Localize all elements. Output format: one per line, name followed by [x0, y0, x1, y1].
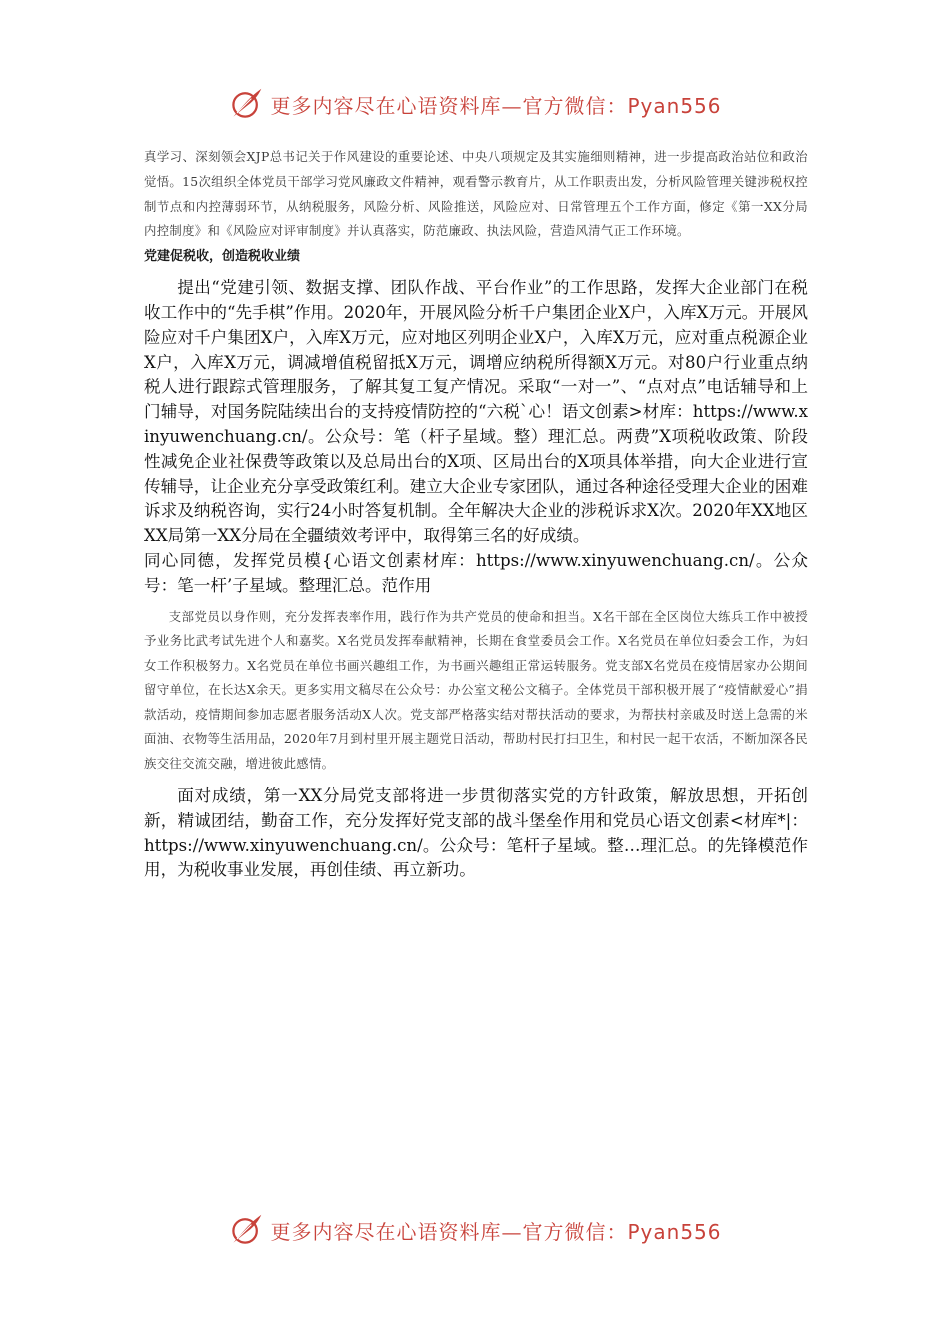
section-heading-tax: 党建促税收，创造税收业绩: [144, 249, 301, 265]
feather-pen-logo-icon: [228, 1212, 264, 1248]
section-heading-party-members: 同心同德，发挥党员模{心语文创素材库：https://www.xinyuwenchuang.cn/。公众号：笔一杆’子星域。整理汇总。范作用: [144, 550, 808, 595]
feather-pen-logo-icon: [228, 86, 264, 122]
document-body: [144, 145, 808, 883]
paragraph-party-members: 支部党员以身作则，充分发挥表率作用，践行作为共产党员的使命和担当。X名干部在全区岗位大练兵工作中被授予业务比武考试先进个人和嘉奖。X名党员发挥奉献精神，长期在食堂委员会工作。X名党员在单位妇委会工作，为妇女工作积极努力。X名党员在单位书画兴趣组工作，为书画兴趣组正常运转服务。党支部X名党员在疫情居家办公期间留守单位，在长达X余天。更多实用文稿尽在公众号：办公室文秘公文稿子。全体党员干部积极开展了“疫情献爱心”捐款活动，疫情期间参加志愿者服务活动X人次。党支部严格落实结对帮扶活动的要求，为帮扶村亲戚及时送上急需的米面油、衣物等生活用品，2020年7月到村里开展主题党日活动，帮助村民打扫卫生，和村民一起干农活，不断加深各民族交往交流交融，增进彼此感情。: [144, 608, 808, 771]
paragraph-intro: 真学习、深刻领会XJP总书记关于作风建设的重要论述、中央八项规定及其实施细则精神，进一步提高政治站位和政治觉悟。15次组织全体党员干部学习党风廉政文件精神，观看警示教育片，从工作职责出发，分析风险管理关键涉税权控制节点和内控薄弱环节，从纳税服务，风险分析、风险推送，风险应对、日常管理五个工作方面，修定《第一XX分局内控制度》和《风险应对评审制度》并认真落实，防范廉政、执法风险，营造风清气正工作环境。: [144, 149, 808, 239]
top-watermark-banner: [0, 84, 950, 124]
bottom-watermark-banner: [0, 1210, 950, 1250]
banner-text: 更多内容尽在心语资料库—官方微信：Pyan556: [270, 93, 722, 118]
banner-wechat-handle: Pyan556: [627, 1219, 722, 1244]
paragraph-tax-work: 提出“党建引领、数据支撑、团队作战、平台作业”的工作思路，发挥大企业部门在税收工作中的“先手棋”作用。2020年，开展风险分析千户集团企业X户，入库X万元。开展风险应对千户集团X户，入库X万元，应对地区列明企业X户，入库X万元，应对重点税源企业X户，入库X万元，调减增值税留抵X万元，调增应纳税所得额X万元。对80户行业重点纳税人进行跟踪式管理服务，了解其复工复产情况。采取“一对一”、“点对点”电话辅导和上门辅导，对国务院陆续出台的支持疫情防控的“六税`心！语文创素>材库：https://www.xinyuwenchuang.cn/。公众号：笔（杆子星域。整）理汇总。两费”X项税收政策、阶段性减免企业社保费等政策以及总局出台的X项、区局出台的X项具体举措，向大企业进行宣传辅导，让企业充分享受政策红利。建立大企业专家团队，通过各种途径受理大企业的困难诉求及纳税咨询，实行24小时答复机制。全年解决大企业的涉税诉求X次。2020年XX地区XX局第一XX分局在全疆绩效考评中，取得第三名的好成绩。: [144, 278, 808, 546]
banner-text: 更多内容尽在心语资料库—官方微信：Pyan556: [270, 1219, 722, 1244]
paragraph-conclusion: 面对成绩，第一XX分局党支部将进一步贯彻落实党的方针政策，解放思想，开拓创新，精诚团结，勤奋工作，充分发挥好党支部的战斗堡垒作用和党员心语文创素<材库*|：https://www.xinyuwenchuang.cn/。公众号：笔杆子星域。整…理汇总。的先锋模范作用，为税收事业发展，再创佳绩、再立新功。: [144, 786, 808, 880]
banner-wechat-handle: Pyan556: [627, 93, 722, 118]
